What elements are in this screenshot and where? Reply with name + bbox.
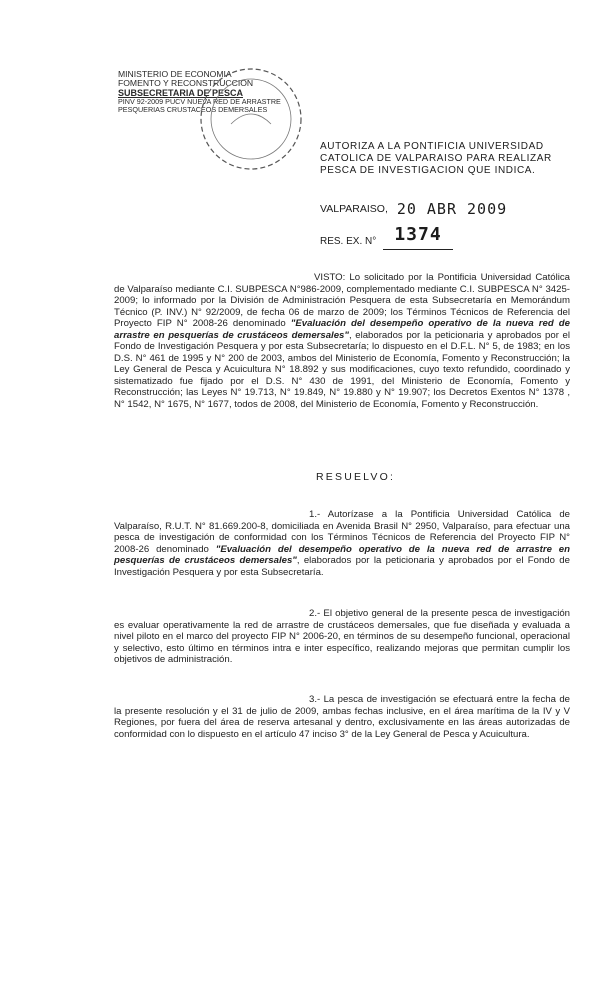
point-2-text: 2.- El objetivo general de la presente pesca de investigación es evaluar operativamente la red de arrastre de crustáceos demersales, que fue diseñada y evaluada a nivel piloto en el marco del proyecto FIP N° 2006-20, en términos de su desempeño funcional, operacional y selectivo, esto último en términos intra e inter específico, realizando mejoras que permitan cumplir los objetivos de administración. (114, 608, 570, 665)
letterhead-ministry: MINISTERIO DE ECONOMIA (118, 69, 232, 79)
letterhead-ministry-2: FOMENTO Y RECONSTRUCCION (118, 78, 254, 89)
point-1-paragraph (114, 509, 570, 578)
point-3-paragraph (114, 694, 570, 740)
visto-lead: VISTO: (314, 272, 346, 283)
place-label: VALPARAISO, (320, 203, 388, 215)
point-3-text: 3.- La pesca de investigación se efectuará entre la fecha de la presente resolución y el 31 de julio de 2009, ambas fechas inclusive, en el área marítima de la IV y V Regiones, por fuera del área de reserva artesanal y dentro, exclusivamente en las áreas autorizadas de conformidad con lo dispuesto en el artículo 47 inciso 3° de la Ley General de Pesca y Acuicultura. (114, 694, 570, 740)
resuelvo-heading: RESUELVO: (316, 471, 396, 483)
project-name: "Evaluación del desempeño operativo de la nueva red de arrastre en pesquerías de crustáceos demersales" (114, 318, 570, 341)
project-name: "Evaluación del desempeño operativo de la nueva red de arrastre en pesquerías de crustáceos demersales" (114, 543, 570, 566)
letterhead-subsecretaria: SUBSECRETARIA DE PESCA (118, 87, 244, 98)
point-2-paragraph (114, 608, 570, 666)
official-seal-stamp (196, 64, 306, 174)
title-line: AUTORIZA A LA PONTIFICIA UNIVERSIDAD (320, 141, 544, 152)
resolution-label: RES. EX. N° (320, 236, 377, 247)
title-line: CATOLICA DE VALPARAISO PARA REALIZAR (320, 153, 552, 164)
visto-paragraph (114, 272, 570, 410)
place-date (320, 198, 507, 216)
visto-text: Lo solicitado por la Pontificia Universidad Católica de Valparaíso mediante C.I. SUBPESCA N°986-2009, complementado mediante C.I. SUBPESCA N° 3425-2009; lo informado por la División de Administración Pesquera de esta Subsecretaría en Memorándum Técnico (P. INV.) N° 92/2009, de fecha 06 de marzo de 2009; los Términos Técnicos de Referencia del Proyecto FIP N° 2008-26 denominado (114, 272, 570, 329)
resolution-number-line (320, 224, 453, 250)
visto-text-continued: , elaborados por la peticionaria y aprobados por el Fondo de Investigación Pesquera y por esta Subsecretaría; lo dispuesto en el D.F.L. N° 5, de 1983; en los D.S. N° 461 de 1995 y N° 200 de 2003, ambos del Ministerio de Economía, Fomento y Reconstrucción; la Ley General de Pesca y Acuicultura N° 18.892 y sus modificaciones, cuyo texto refundido, coordinado y sistematizado fue fijado por el D.S. N° 430 de 1991, del Ministerio de Economía, Fomento y Reconstrucción; las Leyes N° 19.713, N° 19.849, N° 19.880 y N° 19.907; los Decretos Exentos N° 1378 , N° 1542, N° 1675, N° 1677, todos de 2008, del Ministerio de Economía, Fomento y Reconstrucción. (114, 329, 570, 410)
letterhead-reference-2: PESQUERIAS CRUSTACEOS DEMERSALES (118, 105, 268, 115)
point-1-text-continued: , elaborados por la peticionaria y aprobados por el Fondo de Investigación Pesquera y por esta Subsecretaría. (114, 555, 570, 578)
resolution-title (320, 141, 570, 177)
date-stamp: 20 ABR 2009 (396, 200, 508, 218)
point-1-text: 1.- Autorízase a la Pontificia Universidad Católica de Valparaíso, R.U.T. N° 81.669.200-8, domiciliada en Avenida Brasil N° 2950, Valparaíso, para efectuar una pesca de investigación de conformidad con los Términos Técnicos de Referencia del Proyecto FIP N° 2008-26 denominado (114, 509, 570, 555)
resolution-number: 1374 (394, 224, 442, 245)
title-line: PESCA DE INVESTIGACION QUE INDICA. (320, 165, 536, 176)
letterhead-reference: PINV 92-2009 PUCV NUEVA RED DE ARRASTRE (118, 97, 281, 107)
